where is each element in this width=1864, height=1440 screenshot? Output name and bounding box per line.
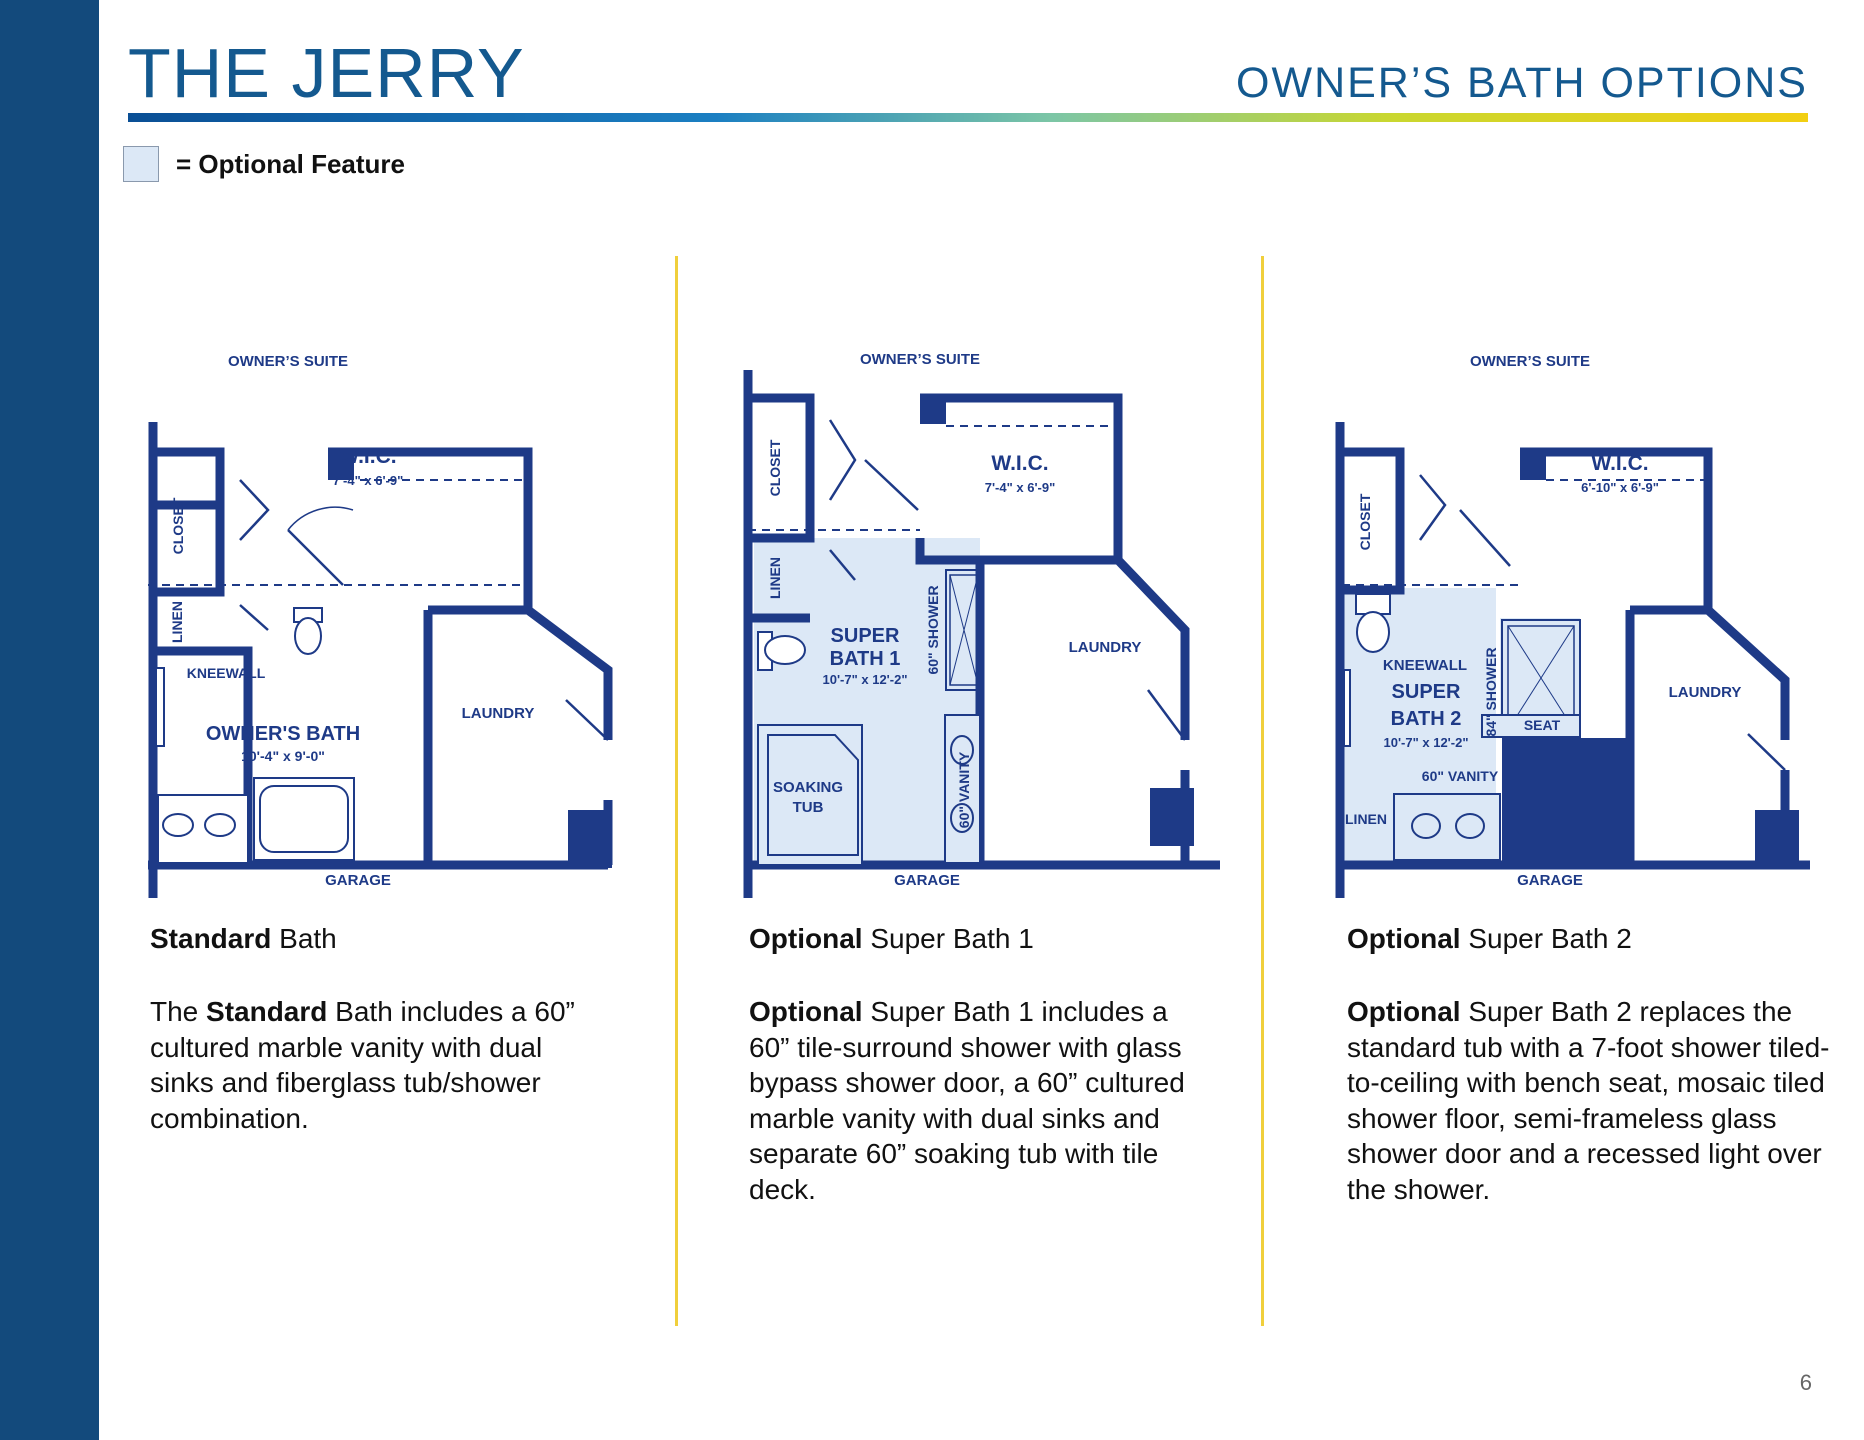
caption-bold: Standard [150,923,272,954]
page-title: THE JERRY [128,34,525,112]
label-linen: LINEN [169,601,185,643]
label-bath-line1: SUPER [1391,681,1461,703]
floor-plan-standard-drawing [128,340,658,910]
label-laundry: LAUNDRY [1668,684,1742,701]
description-rest: Super Bath 2 replaces the standard tub with a 7-foot shower tiled-to-ceiling with bench seat, mosaic tiled shower floor, semi-frameless glass shower door and a recessed light over the shower. [1347,996,1830,1205]
label-seat: SEAT [1523,717,1561,733]
label-shower: 84" SHOWER [1483,647,1499,737]
caption-rest: Super Bath 1 [862,923,1034,954]
label-bath-size: 10'-7" x 12'-2" [822,672,908,687]
description-rest: Super Bath 1 includes a 60” tile-surround shower with glass bypass shower door, a 60” cultured marble vanity with dual sinks and separate 60” soaking tub with tile deck. [749,996,1185,1205]
plan-description-super-bath-2 [1347,994,1837,1207]
label-laundry: LAUNDRY [1068,639,1142,656]
label-owners-suite: OWNER’S SUITE [859,351,981,368]
legend-swatch [123,146,159,182]
legend-label: = Optional Feature [176,149,405,179]
caption-rest: Super Bath 2 [1460,923,1632,954]
label-linen: LINEN [1345,811,1387,827]
label-vanity: 60" VANITY [956,751,972,829]
page-subtitle: OWNER’S BATH OPTIONS [1236,59,1808,107]
plan-caption-super-bath-2 [1347,922,1632,956]
gradient-rule [128,113,1808,122]
description-rest: Bath includes a 60” cultured marble vanity with dual sinks and fiberglass tub/shower combination. [150,996,575,1134]
label-wic-size: 7'-4" x 6'-9" [984,480,1056,495]
label-wic-size: 6'-10" x 6'-9" [1581,480,1659,495]
label-bath-size: 10'-7" x 12'-2" [1383,735,1469,750]
description-bold: Optional [749,996,863,1027]
label-kneewall: KNEEWALL [186,665,266,681]
label-tub-line1: SOAKING [772,779,844,796]
label-linen: LINEN [767,557,783,599]
label-wic: W.I.C. [339,445,397,468]
floor-plan-super-bath-1 [740,340,1270,910]
label-bath-size: 10'-4" x 9'-0" [241,748,325,764]
label-closet: CLOSET [170,497,186,555]
floor-plan-standard [128,340,658,910]
label-shower: 60" SHOWER [925,585,941,675]
description-pre: The [150,996,207,1027]
label-garage: GARAGE [1517,872,1583,889]
left-sidebar-band [0,0,99,1440]
label-bath-line2: BATH 2 [1390,708,1462,730]
label-closet: CLOSET [767,439,783,497]
caption-bold: Optional [1347,923,1461,954]
label-wic: W.I.C. [1591,452,1649,475]
label-kneewall: KNEEWALL [1382,657,1468,674]
label-vanity: 60" VANITY [1421,768,1499,784]
column-divider [675,256,678,1326]
label-owners-suite: OWNER’S SUITE [227,353,349,370]
description-bold: Optional [1347,996,1461,1027]
label-wic-size: 7'-4" x 6'-9" [332,473,404,488]
label-laundry: LAUNDRY [461,705,535,722]
caption-rest: Bath [271,923,337,954]
label-bath-line1: SUPER [830,625,900,647]
floor-plan-super-bath-2 [1330,340,1860,910]
label-owners-bath: OWNER'S BATH [205,723,361,745]
label-closet: CLOSET [1357,493,1373,551]
plan-description-standard [150,994,580,1136]
caption-bold: Optional [749,923,863,954]
label-wic: W.I.C. [991,452,1049,475]
page-number: 6 [1799,1370,1812,1395]
plan-caption-super-bath-1 [749,922,1034,956]
label-tub-line2: TUB [792,799,824,816]
description-bold: Standard [206,996,328,1027]
label-garage: GARAGE [894,872,960,889]
label-bath-line2: BATH 1 [829,648,901,670]
label-garage: GARAGE [325,872,391,889]
floor-plan-super-bath-1-drawing [740,340,1270,910]
plan-description-super-bath-1 [749,994,1199,1207]
plan-caption-standard [150,922,337,956]
floor-plan-super-bath-2-drawing [1330,340,1860,910]
label-owners-suite: OWNER’S SUITE [1469,353,1591,370]
